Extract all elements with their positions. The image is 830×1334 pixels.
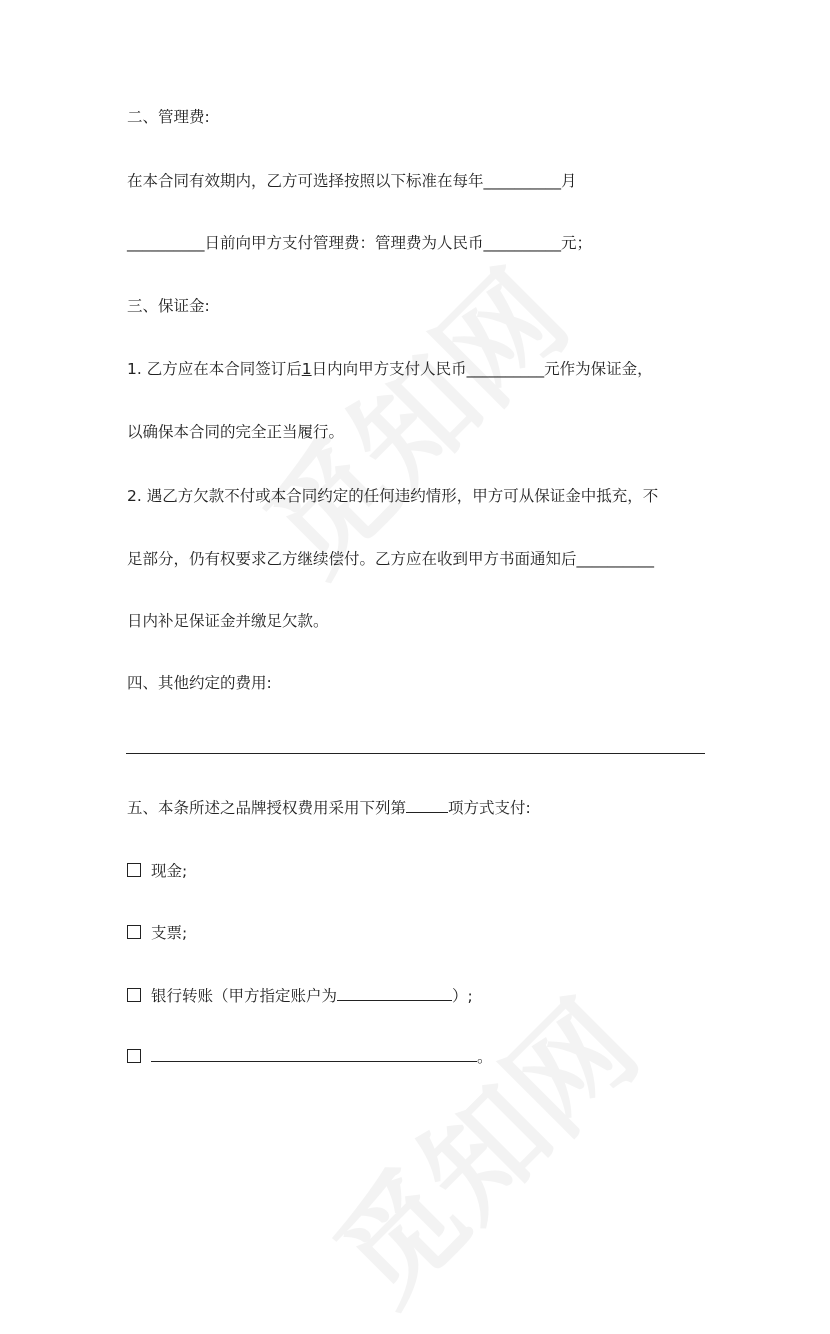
option-cash-label: 现金; bbox=[151, 862, 188, 880]
watermark bbox=[292, 958, 668, 1334]
option-other bbox=[127, 1046, 493, 1068]
option-cheque-label: 支票; bbox=[151, 924, 188, 942]
section-3-item-1-line-2: 以确保本合同的完全正当履行。 bbox=[127, 423, 345, 441]
section-3-item-2-line-2: 足部分，仍有权要求乙方继续偿付。乙方应在收到甲方书面通知后__________ bbox=[127, 550, 655, 568]
section-3-item-2-line-3: 日内补足保证金并缴足欠款。 bbox=[127, 612, 329, 630]
option-transfer bbox=[127, 985, 473, 1007]
item-1-text-a: 1. 乙方应在本合同签订后 bbox=[127, 360, 302, 378]
option-transfer-label-a: 银行转账（甲方指定账户为 bbox=[151, 987, 338, 1005]
section-4-fill-line bbox=[126, 753, 705, 754]
section-3-heading: 三、保证金: bbox=[127, 297, 210, 315]
cash-checkbox[interactable] bbox=[127, 863, 141, 877]
option-cash bbox=[127, 860, 187, 882]
option-transfer-label-b: ）; bbox=[452, 987, 473, 1005]
section-5-heading-b: 项方式支付: bbox=[448, 799, 531, 817]
section-2-heading: 二、管理费: bbox=[127, 108, 210, 126]
section-3-item-2-line-1: 2. 遇乙方欠款不付或本合同约定的任何违约情形，甲方可从保证金中抵充，不 bbox=[127, 487, 659, 505]
option-other-end: 。 bbox=[477, 1048, 493, 1066]
section-2-line-1: 在本合同有效期内，乙方可选择按照以下标准在每年__________月 bbox=[127, 172, 577, 190]
other-method-blank bbox=[151, 1060, 477, 1062]
section-4-heading: 四、其他约定的费用: bbox=[127, 674, 272, 692]
section-2-line-2: __________日前向甲方支付管理费：管理费为人民币__________元； bbox=[127, 234, 593, 252]
item-1-text-b: 日内向甲方支付人民币__________元作为保证金， bbox=[311, 360, 653, 378]
cheque-checkbox[interactable] bbox=[127, 925, 141, 939]
other-checkbox[interactable] bbox=[127, 1049, 141, 1063]
section-5-blank bbox=[406, 811, 448, 813]
option-cheque bbox=[127, 922, 187, 944]
section-5-heading bbox=[127, 797, 531, 819]
section-5-heading-a: 五、本条所述之品牌授权费用采用下列第 bbox=[127, 799, 407, 817]
transfer-checkbox[interactable] bbox=[127, 988, 141, 1002]
transfer-account-blank bbox=[337, 999, 452, 1001]
section-3-item-1 bbox=[127, 358, 653, 380]
item-1-days: 1 bbox=[301, 360, 312, 378]
